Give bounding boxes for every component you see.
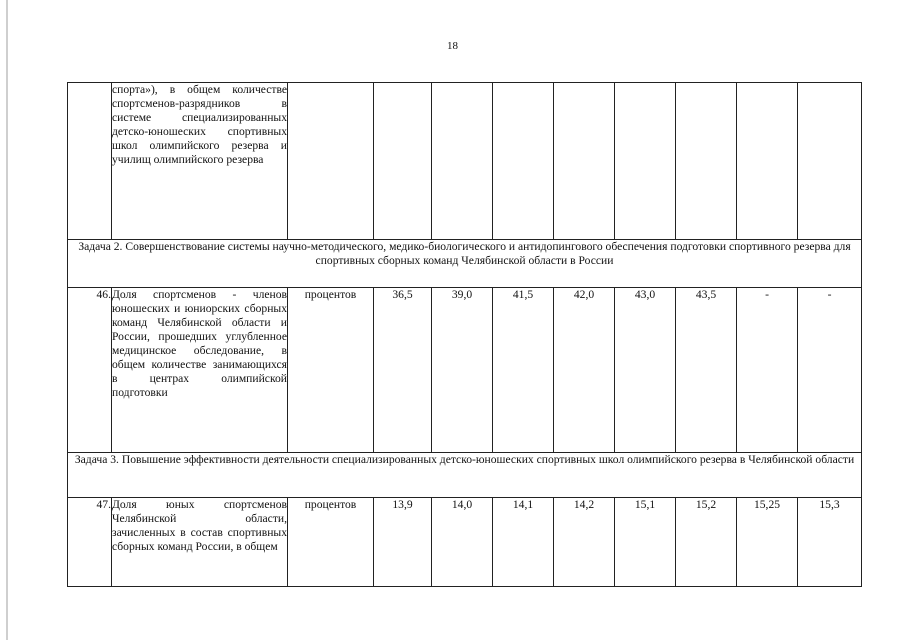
indicators-table bbox=[67, 82, 862, 587]
value-cell: 14,0 bbox=[432, 498, 493, 587]
value-cell: - bbox=[737, 288, 798, 453]
value-cell: 43,0 bbox=[615, 288, 676, 453]
task-2-heading: Задача 2. Совершенствование системы научно-методического, медико-биологического и антидопингового обеспечения подготовки спортивного резерва для спортивных сборных команд Челябинской области в России bbox=[68, 240, 862, 288]
value-cell bbox=[432, 83, 493, 240]
value-cell bbox=[493, 83, 554, 240]
task-row-2 bbox=[68, 240, 862, 288]
row-number-cell bbox=[68, 83, 112, 240]
table-row-continuation bbox=[68, 83, 862, 240]
value-cell: 14,1 bbox=[493, 498, 554, 587]
unit: процентов bbox=[288, 498, 374, 587]
value-cell: 36,5 bbox=[374, 288, 432, 453]
value-cell bbox=[737, 83, 798, 240]
value-cell: 41,5 bbox=[493, 288, 554, 453]
unit: процентов bbox=[288, 288, 374, 453]
table-row-47 bbox=[68, 498, 862, 587]
task-row-3 bbox=[68, 453, 862, 498]
value-cell bbox=[554, 83, 615, 240]
value-cell bbox=[676, 83, 737, 240]
value-cell: 15,25 bbox=[737, 498, 798, 587]
task-3-heading: Задача 3. Повышение эффективности деятельности специализированных детско-юношеских спортивных школ олимпийского резерва в Челябинской области bbox=[68, 453, 862, 498]
value-cell: 15,2 bbox=[676, 498, 737, 587]
indicator-name: Доля юных спортсменов Челябинской области, зачисленных в состав спортивных сборных команд России, в общем bbox=[112, 498, 288, 587]
page-left-edge bbox=[6, 0, 8, 640]
value-cell: 15,3 bbox=[798, 498, 862, 587]
value-cell: - bbox=[798, 288, 862, 453]
indicator-name: Доля спортсменов - членов юношеских и юниорских сборных команд Челябинской области и России, прошедших углубленное медицинское обследование, в общем количестве занимающихся в центрах олимпийской подготовки bbox=[112, 288, 288, 453]
indicator-name-cell: спорта»), в общем количестве спортсменов-разрядников в системе специализированных детско-юношеских спортивных школ олимпийского резерва и училищ олимпийского резерва bbox=[112, 83, 288, 240]
table-row-46 bbox=[68, 288, 862, 453]
value-cell bbox=[615, 83, 676, 240]
value-cell: 14,2 bbox=[554, 498, 615, 587]
page-number: 18 bbox=[447, 40, 458, 52]
row-number: 46. bbox=[68, 288, 112, 453]
row-number: 47. bbox=[68, 498, 112, 587]
value-cell: 43,5 bbox=[676, 288, 737, 453]
value-cell: 42,0 bbox=[554, 288, 615, 453]
value-cell: 39,0 bbox=[432, 288, 493, 453]
value-cell bbox=[798, 83, 862, 240]
value-cell bbox=[374, 83, 432, 240]
value-cell: 13,9 bbox=[374, 498, 432, 587]
value-cell: 15,1 bbox=[615, 498, 676, 587]
unit-cell bbox=[288, 83, 374, 240]
